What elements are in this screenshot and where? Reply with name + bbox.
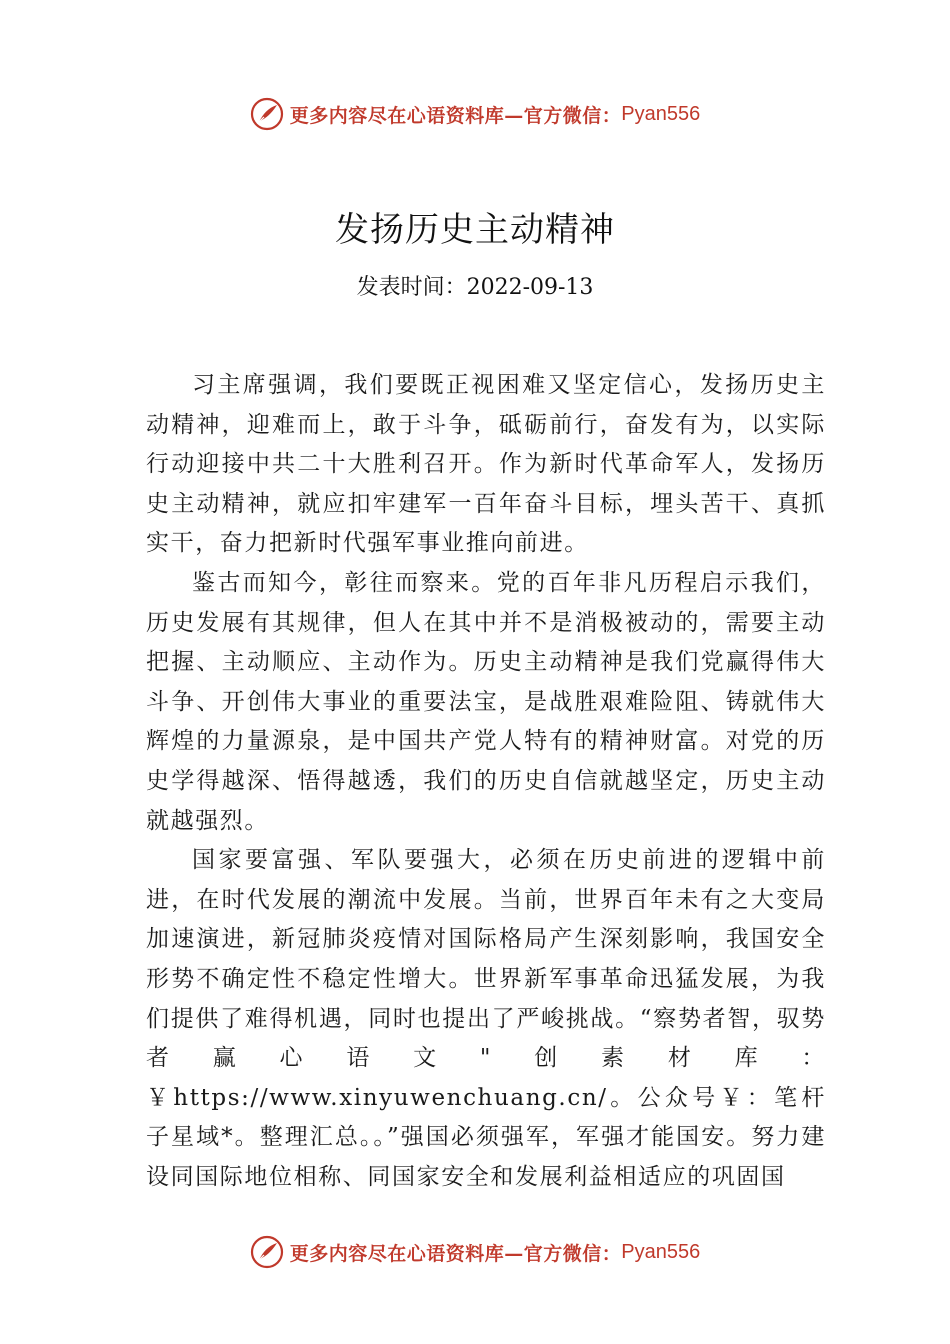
wechat-id: Pyan556 — [621, 1240, 701, 1263]
banner-text: 更多内容尽在心语资料库—官方微信： — [289, 104, 622, 127]
document-title: 发扬历史主动精神 — [335, 210, 615, 250]
date-label: 发表时间： — [356, 275, 467, 300]
publish-date — [0, 270, 950, 301]
quill-logo-icon — [250, 1235, 284, 1269]
paragraph: 国家要富强、军队要强大，必须在历史前进的逻辑中前进，在时代发展的潮流中发展。当前，世界百年未有之大变局加速演进，新冠肺炎疫情对国际格局产生深刻影响，我国安全形势不确定性不稳定性增大。世界新军事革命迅猛发展，为我们提供了难得机遇，同时也提出了严峻挑战。“察势者智，驭势者赢心语文"创素材库：￥https://www.xinyuwenchuang.cn/。公众号￥：笔杆子星域*。整理汇总。。”强国必须强军，军强才能国安。努力建设同国际地位相称、同国家安全和发展利益相适应的巩固国 — [146, 847, 826, 1190]
banner-text: 更多内容尽在心语资料库—官方微信： — [289, 1242, 622, 1265]
quill-logo-icon — [250, 97, 284, 131]
footer-banner — [0, 1232, 950, 1272]
article-body — [146, 366, 826, 1197]
paragraph: 鉴古而知今，彰往而察来。党的百年非凡历程启示我们，历史发展有其规律，但人在其中并不是消极被动的，需要主动把握、主动顺应、主动作为。历史主动精神是我们党赢得伟大斗争、开创伟大事业的重要法宝，是战胜艰难险阻、铸就伟大辉煌的力量源泉，是中国共产党人特有的精神财富。对党的历史学得越深、悟得越透，我们的历史自信就越坚定，历史主动就越强烈。 — [146, 569, 826, 834]
wechat-id: Pyan556 — [621, 102, 701, 125]
header-banner — [0, 94, 950, 134]
paragraph: 习主席强调，我们要既正视困难又坚定信心，发扬历史主动精神，迎难而上，敢于斗争，砥砺前行，奋发有为，以实际行动迎接中共二十大胜利召开。作为新时代革命军人，发扬历史主动精神，就应扣牢建军一百年奋斗目标，埋头苦干、真抓实干，奋力把新时代强军事业推向前进。 — [146, 372, 826, 557]
date-value: 2022-09-13 — [466, 275, 594, 300]
